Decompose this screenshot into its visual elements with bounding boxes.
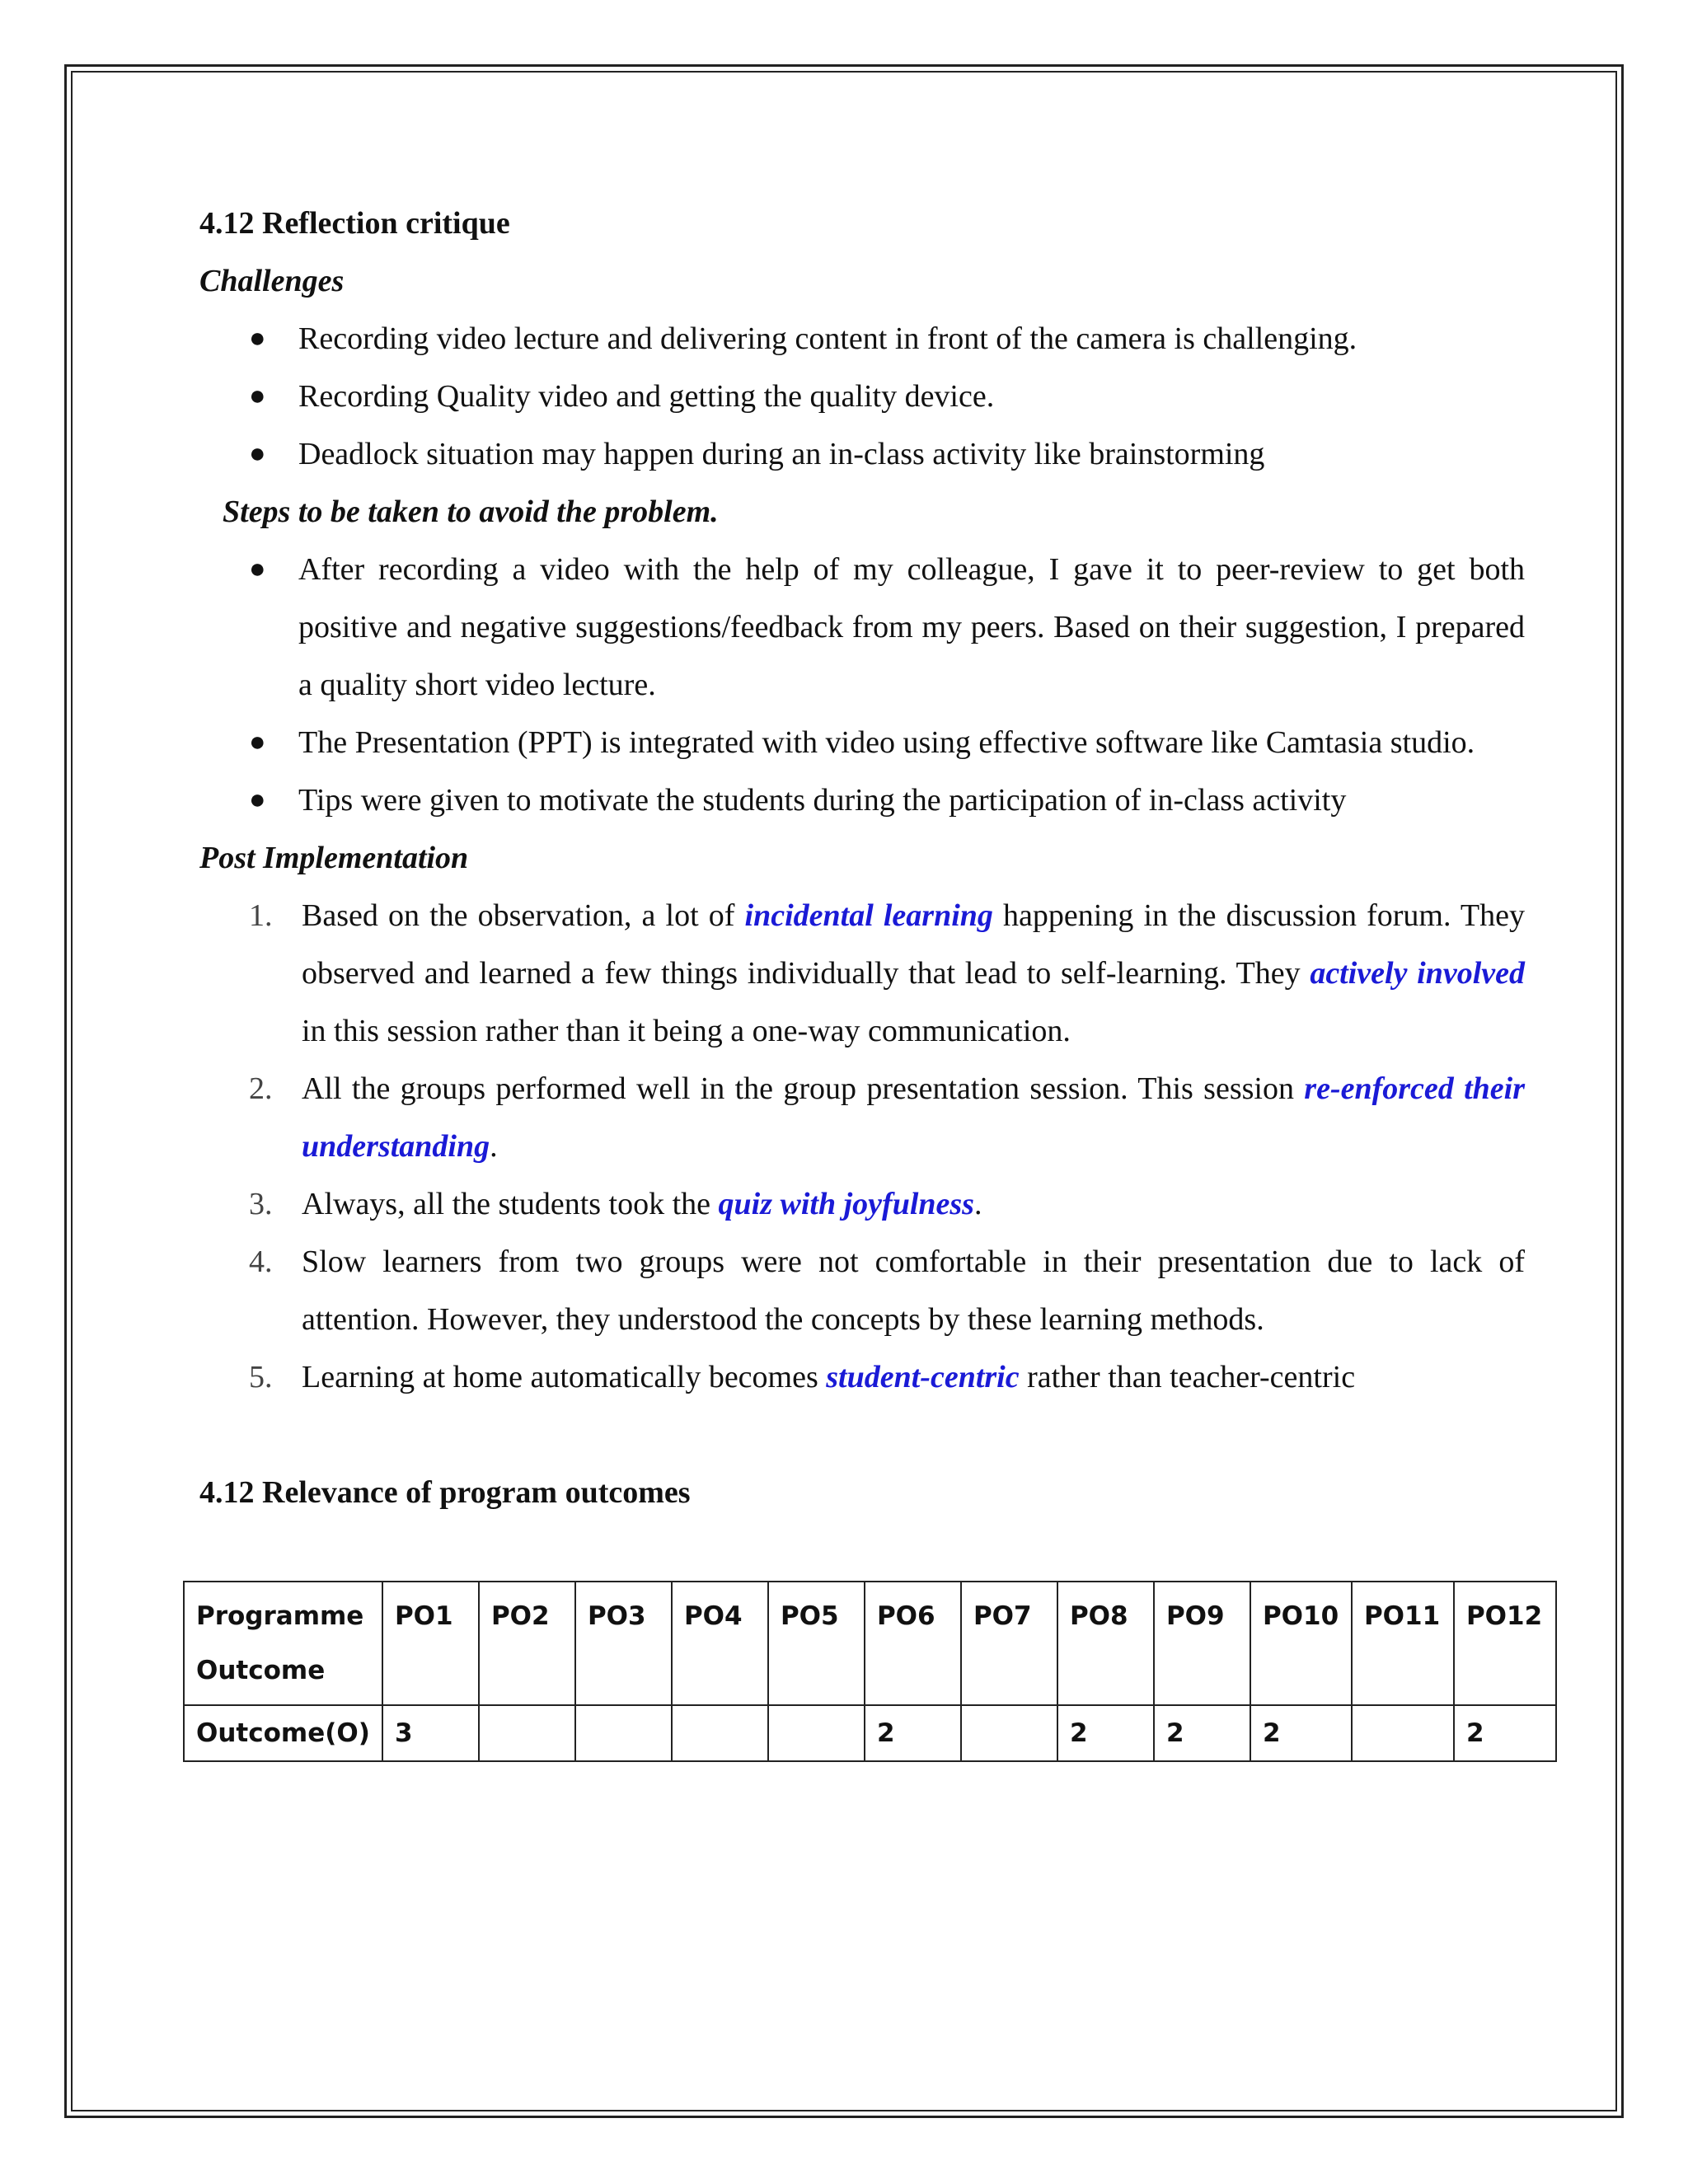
- column-header: PO9: [1154, 1582, 1250, 1705]
- table-cell: [768, 1705, 865, 1761]
- row-label: Outcome(O): [184, 1705, 382, 1761]
- steps-list: [199, 541, 1525, 829]
- table-cell: 3: [382, 1705, 479, 1761]
- table-cell: [575, 1705, 672, 1761]
- highlight-text: actively involved: [1310, 956, 1525, 991]
- column-header: PO3: [575, 1582, 672, 1705]
- list-item: ● The Presentation (PPT) is integrated with video using effective software like Camtasia studio.: [199, 714, 1525, 771]
- table-cell: [672, 1705, 768, 1761]
- column-header: PO6: [865, 1582, 961, 1705]
- post-implementation-heading: Post Implementation: [199, 841, 469, 875]
- steps-heading: Steps to be taken to avoid the problem.: [223, 494, 719, 529]
- table-cell: [1352, 1705, 1454, 1761]
- post-implementation-list: [199, 887, 1525, 1406]
- table-cell: [479, 1705, 575, 1761]
- challenges-list: [199, 310, 1525, 483]
- outcomes-title: 4.12 Relevance of program outcomes: [199, 1475, 691, 1510]
- list-item: ● Recording video lecture and delivering content in front of the camera is challenging.: [199, 310, 1525, 368]
- table-cell: 2: [865, 1705, 961, 1761]
- column-header: PO1: [382, 1582, 479, 1705]
- column-header: PO5: [768, 1582, 865, 1705]
- column-header: PO2: [479, 1582, 575, 1705]
- list-item: 5. Learning at home automatically becomes student-centric rather than teacher-centric: [249, 1360, 1356, 1394]
- table-cell: 2: [1154, 1705, 1250, 1761]
- table-cell: [961, 1705, 1057, 1761]
- column-header: PO11: [1352, 1582, 1454, 1705]
- list-item: ● Recording Quality video and getting the quality device.: [199, 368, 1525, 425]
- list-item: 3. Always, all the students took the quiz with joyfulness.: [249, 1187, 982, 1221]
- bullet-icon: ●: [249, 785, 266, 815]
- highlight-text: quiz with joyfulness: [718, 1187, 974, 1221]
- bullet-icon: ●: [249, 438, 266, 469]
- bullet-icon: ●: [249, 554, 266, 584]
- table-row: [184, 1705, 1556, 1761]
- program-outcomes-table: [183, 1581, 1557, 1762]
- column-header: PO4: [672, 1582, 768, 1705]
- column-header: PO7: [961, 1582, 1057, 1705]
- bullet-icon: ●: [249, 323, 266, 354]
- list-item: ● Deadlock situation may happen during an in-class activity like brainstorming: [199, 425, 1525, 483]
- challenges-heading: Challenges: [199, 264, 345, 298]
- highlight-text: incidental learning: [744, 898, 993, 933]
- list-item: 4. Slow learners from two groups were not comfortable in their presentation due to lack of attention. However, they understood the concepts by these learning methods.: [249, 1244, 1525, 1337]
- table-cell: 2: [1250, 1705, 1352, 1761]
- list-item: 1. Based on the observation, a lot of incidental learning happening in the discussion forum. They observed and learned a few things individually that lead to self-learning. They actively involved in this session rather than it being a one-way communication.: [249, 898, 1525, 1048]
- table-cell: 2: [1454, 1705, 1556, 1761]
- bullet-icon: ●: [249, 381, 266, 411]
- table-cell: 2: [1057, 1705, 1154, 1761]
- reflection-title: 4.12 Reflection critique: [199, 206, 510, 241]
- list-item: ● After recording a video with the help of my colleague, I gave it to peer-review to get both positive and negative suggestions/feedback from my peers. Based on their suggestion, I prepared a quality short video lecture.: [199, 541, 1525, 714]
- list-item: ● Tips were given to motivate the students during the participation of in-class activity: [199, 771, 1525, 829]
- highlight-text: re-enforced their understanding: [302, 1071, 1525, 1164]
- bullet-icon: ●: [249, 727, 266, 757]
- header-label-cell: Programme Outcome: [184, 1582, 382, 1705]
- document-body: [199, 194, 1525, 1521]
- column-header: PO8: [1057, 1582, 1154, 1705]
- table-header-row: [184, 1582, 1556, 1705]
- list-item: 2. All the groups performed well in the group presentation session. This session re-enforced their understanding.: [249, 1071, 1525, 1164]
- column-header: PO10: [1250, 1582, 1352, 1705]
- highlight-text: student-centric: [826, 1360, 1020, 1394]
- column-header: PO12: [1454, 1582, 1556, 1705]
